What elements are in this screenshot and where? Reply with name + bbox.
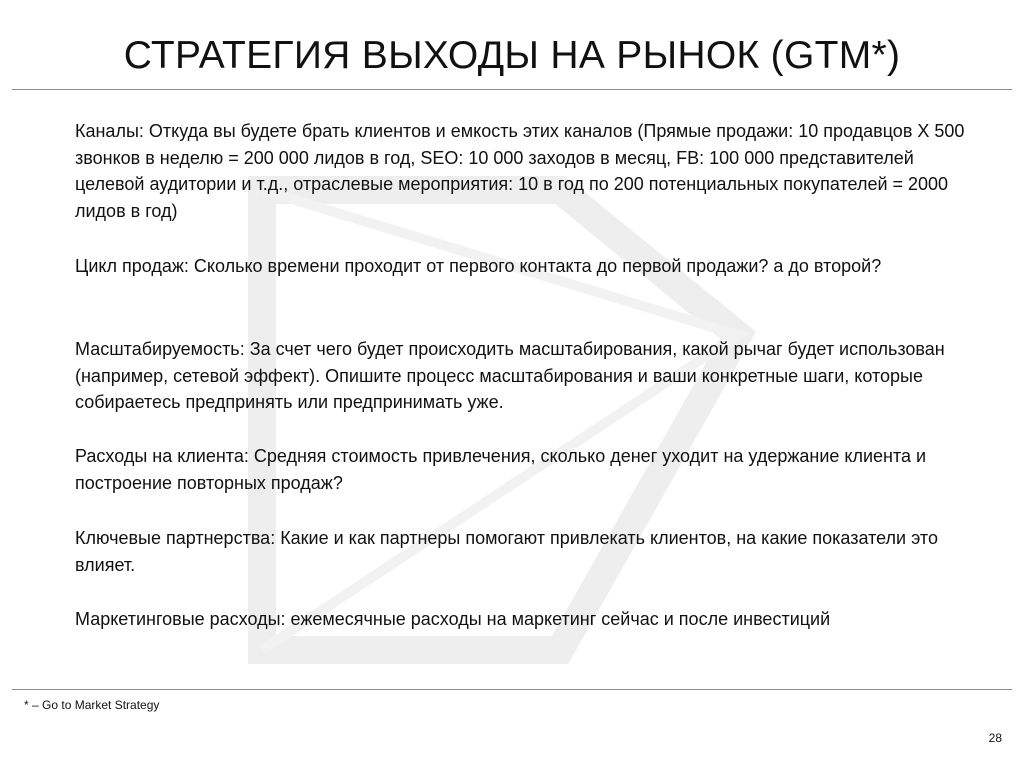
paragraph-scalability: Масштабируемость: За счет чего будет происходить масштабирования, какой рычаг будет использован (например, сетевой эффект). Опишите процесс масштабирования и ваши конкретные шаги, которые собираетесь предпринять или предпринимать уже. — [75, 339, 945, 412]
footnote: * – Go to Market Strategy — [24, 698, 160, 712]
paragraph-sales-cycle: Цикл продаж: Сколько времени проходит от первого контакта до первой продажи? а до второй? — [75, 256, 882, 276]
page-number: 28 — [988, 731, 1002, 745]
footer-divider — [12, 689, 1012, 690]
paragraph-marketing-expenses: Маркетинговые расходы: ежемесячные расходы на маркетинг сейчас и после инвестиций — [75, 609, 831, 629]
paragraph-customer-costs: Расходы на клиента: Средняя стоимость привлечения, сколько денег уходит на удержание клиента и построение повторных продаж? — [75, 446, 927, 493]
paragraph-key-partnerships: Ключевые партнерства: Какие и как партнеры помогают привлекать клиентов, на какие показатели это влияет. — [75, 528, 938, 575]
paragraph-channels: Каналы: Откуда вы будете брать клиентов и емкость этих каналов (Прямые продажи: 10 продавцов Х 500 звонков в неделю = 200 000 лидов в год, SEO: 10 000 заходов в месяц, FB: 100 000 представителей целевой аудитории и т.д., отраслевые мероприятия: 10 в год по 200 потенциальных покупателей = 2000 лидов в год) — [75, 121, 965, 221]
title-divider — [12, 89, 1012, 90]
slide-title: СТРАТЕГИЯ ВЫХОДЫ НА РЫНОК (GTM*) — [123, 34, 901, 77]
